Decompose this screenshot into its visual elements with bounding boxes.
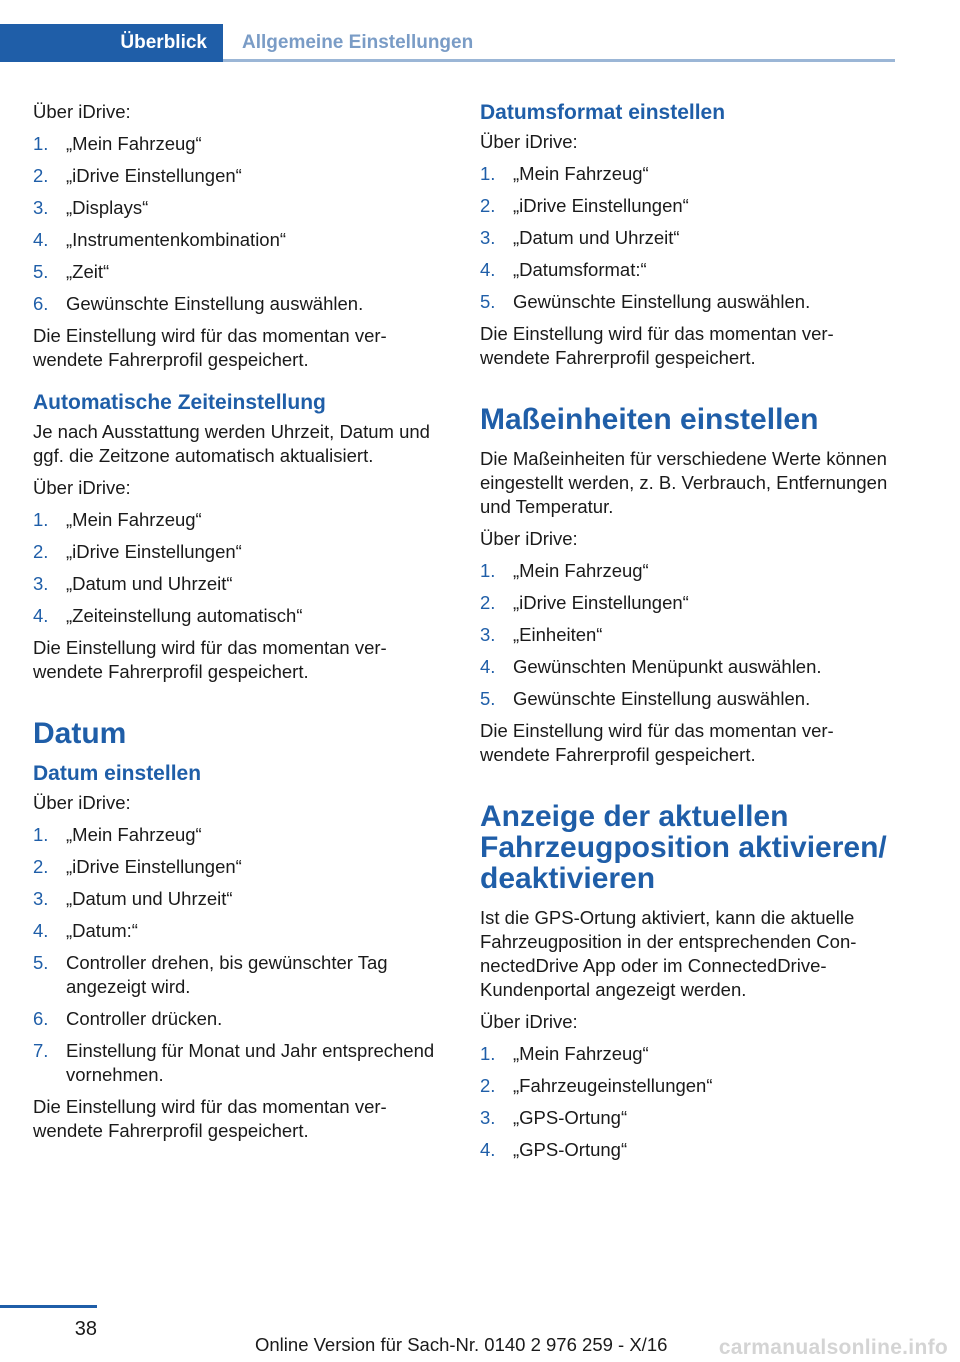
list-item: 4. „Datumsformat:“: [480, 259, 647, 280]
list-item: 4. Gewünschten Menüpunkt auswählen.: [480, 656, 822, 677]
auto-time-heading: Automatische Zeiteinstellung: [33, 391, 326, 414]
gps-text: Ist die GPS-Ortung aktiviert, kann die aktuelle Fahrzeugposition in der entsprechenden ConnectedDrive App oder im ConnectedDrive-Kundenportal angezeigt werden.: [480, 907, 857, 1000]
list-item: 4. „Zeiteinstellung automatisch“: [33, 605, 303, 626]
list-item: 6. Controller drücken.: [33, 1008, 223, 1029]
units-lead: Über iDrive:: [480, 528, 578, 549]
intro-lead: Über iDrive:: [33, 101, 131, 122]
list-item: 1. „Mein Fahrzeug“: [480, 163, 649, 184]
list-item: 5. Controller drehen, bis gewünschter Tag angezeigt wird.: [33, 952, 388, 997]
list-item: 6. Gewünschte Einstellung auswählen.: [33, 293, 364, 314]
list-item: 3. „Datum und Uhrzeit“: [33, 888, 233, 909]
header-divider: [223, 59, 895, 62]
gps-heading: Anzeige der aktuellen Fahrzeugposition aktivieren/ deaktivieren: [480, 800, 887, 895]
header-tab-general-settings[interactable]: Allgemeine Einstellungen: [242, 32, 474, 53]
list-item: 5. Gewünschte Einstellung auswählen.: [480, 688, 811, 709]
footer-divider: [0, 1305, 97, 1308]
units-heading: Maßeinheiten einstellen: [480, 403, 819, 436]
list-item: 1. „Mein Fahrzeug“: [33, 509, 202, 530]
list-item: 2. „iDrive Einstellungen“: [480, 195, 689, 216]
online-version-note: Online Version für Sach-Nr. 0140 2 976 259 - X/16: [255, 1334, 668, 1355]
auto-time-lead: Über iDrive:: [33, 477, 131, 498]
page-number: 38: [74, 1318, 97, 1340]
units-note: Die Einstellung wird für das momentan verwendete Fahrerprofil gespeichert.: [480, 720, 834, 765]
list-item: 3. „GPS-Ortung“: [480, 1107, 628, 1128]
left-column: [33, 100, 443, 1151]
list-item: 1. „Mein Fahrzeug“: [33, 824, 202, 845]
datum-note: Die Einstellung wird für das momentan verwendete Fahrerprofil gespeichert.: [33, 1096, 387, 1141]
list-item: 2. „Fahrzeugeinstellungen“: [480, 1075, 713, 1096]
list-item: 5. Gewünschte Einstellung auswählen.: [480, 291, 811, 312]
date-format-steps-list: [480, 162, 890, 314]
intro-note: Die Einstellung wird für das momentan verwendete Fahrerprofil gespeichert.: [33, 325, 387, 370]
units-steps-list: [480, 559, 890, 711]
list-item: 3. „Datum und Uhrzeit“: [480, 227, 680, 248]
list-item: 4. „GPS-Ortung“: [480, 1139, 628, 1160]
datum-lead: Über iDrive:: [33, 792, 131, 813]
datum-steps-list: [33, 823, 443, 1087]
list-item: 3. „Einheiten“: [480, 624, 603, 645]
list-item: 2. „iDrive Einstellungen“: [33, 541, 242, 562]
units-text: Die Maßeinheiten für verschiedene Werte können eingestellt werden, z. B. Verbrauch, Entfernungen und Temperatur.: [480, 448, 888, 517]
gps-steps-list: [480, 1042, 890, 1162]
date-format-lead: Über iDrive:: [480, 131, 578, 152]
page-header: [0, 24, 895, 62]
watermark: carmanualsonline.info: [718, 1336, 948, 1359]
auto-time-steps-list: [33, 508, 443, 628]
header-tab-overview-label: Überblick: [120, 32, 207, 53]
list-item: 3. „Displays“: [33, 197, 149, 218]
list-item: 2. „iDrive Einstellungen“: [33, 856, 242, 877]
list-item: 1. „Mein Fahrzeug“: [33, 133, 202, 154]
list-item: 3. „Datum und Uhrzeit“: [33, 573, 233, 594]
list-item: 4. „Datum:“: [33, 920, 138, 941]
gps-lead: Über iDrive:: [480, 1011, 578, 1032]
datum-heading: Datum: [33, 717, 127, 750]
list-item: 4. „Instrumentenkombination“: [33, 229, 287, 250]
header-tab-overview[interactable]: [0, 24, 223, 62]
intro-steps-list: [33, 132, 443, 316]
list-item: 2. „iDrive Einstellungen“: [33, 165, 242, 186]
list-item: 1. „Mein Fahrzeug“: [480, 560, 649, 581]
datum-subheading: Datum einstellen: [33, 762, 202, 785]
list-item: 5. „Zeit“: [33, 261, 110, 282]
auto-time-text: Je nach Ausstattung werden Uhrzeit, Datum und ggf. die Zeitzone automatisch aktualisiert.: [33, 421, 430, 466]
right-column: [480, 100, 890, 1170]
list-item: 2. „iDrive Einstellungen“: [480, 592, 689, 613]
date-format-heading: Datumsformat einstellen: [480, 101, 726, 124]
list-item: 1. „Mein Fahrzeug“: [480, 1043, 649, 1064]
auto-time-note: Die Einstellung wird für das momentan verwendete Fahrerprofil gespeichert.: [33, 637, 387, 682]
date-format-note: Die Einstellung wird für das momentan verwendete Fahrerprofil gespeichert.: [480, 323, 834, 368]
list-item: 7. Einstellung für Monat und Jahr entsprechend vornehmen.: [33, 1040, 435, 1085]
